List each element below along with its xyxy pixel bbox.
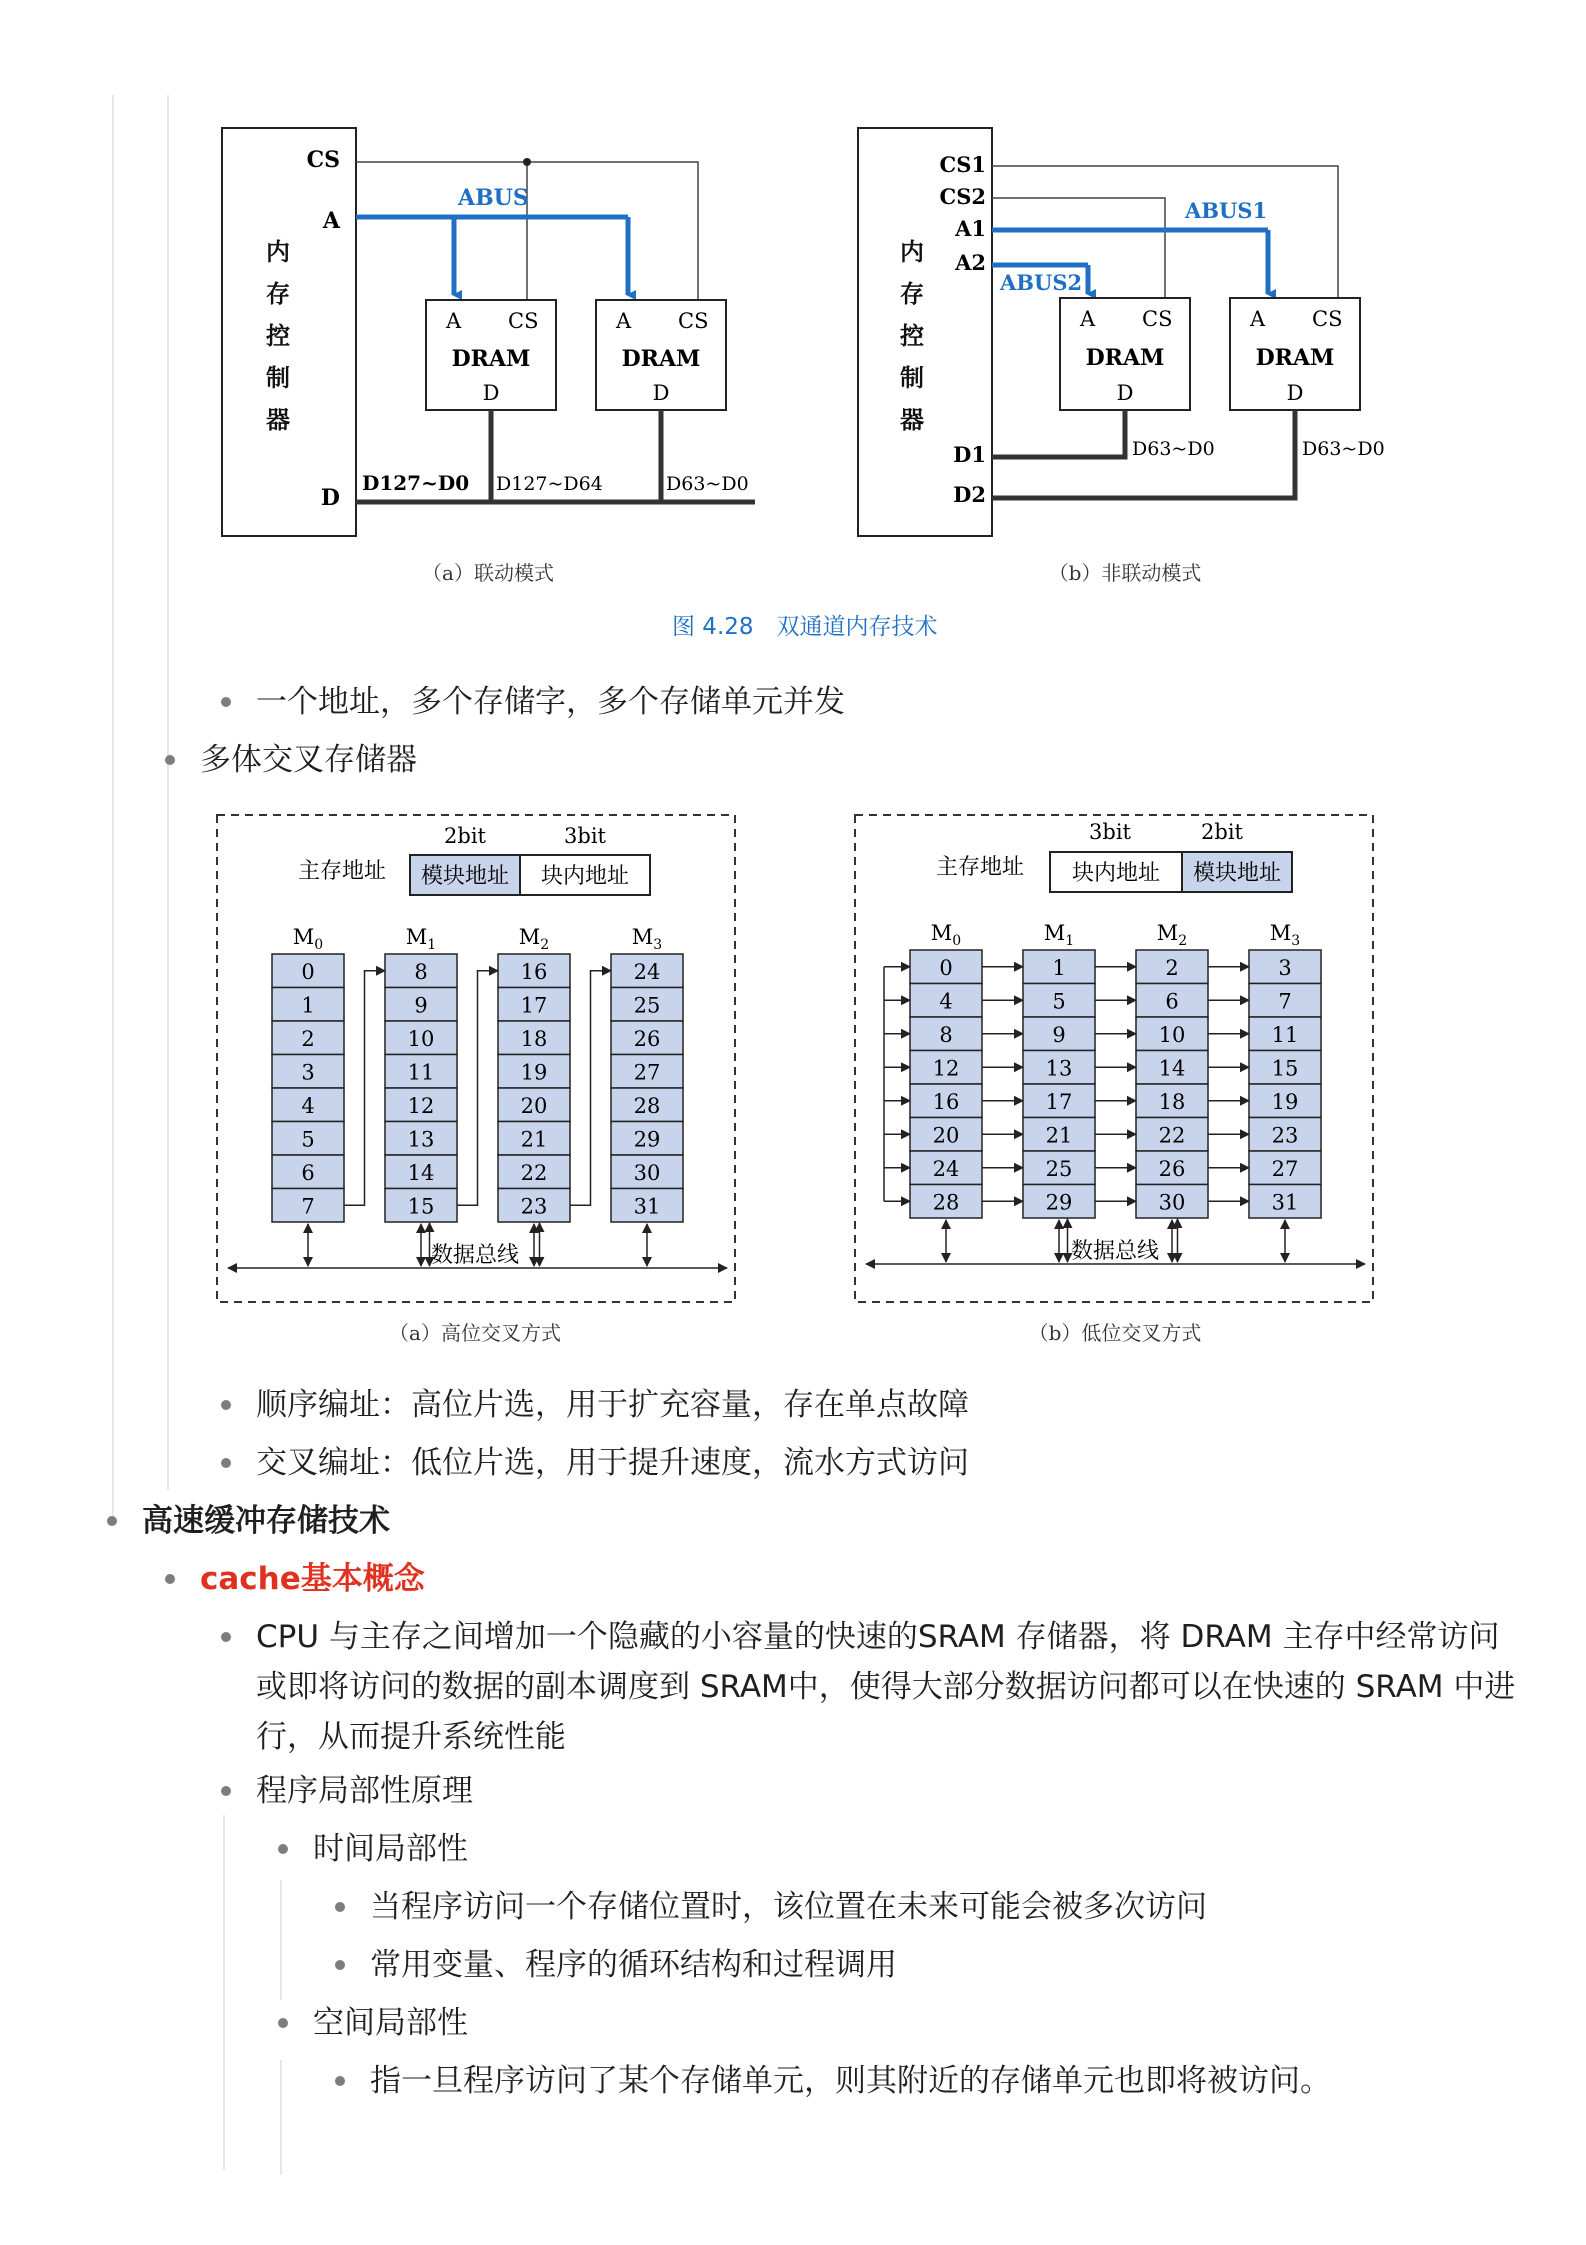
- cell-value: 21: [1045, 1123, 1073, 1148]
- bullet: [221, 697, 231, 707]
- svg-text:ABUS2: ABUS2: [1000, 270, 1083, 295]
- cell-value: 2: [1165, 955, 1179, 980]
- panel-a-linked-mode: [222, 128, 755, 585]
- pin-cs: CS: [306, 147, 340, 173]
- cell-value: 8: [414, 959, 428, 984]
- cell-value: 23: [520, 1194, 548, 1219]
- list-item: 交叉编址：低位片选，用于提升速度，流水方式访问: [256, 1445, 969, 1481]
- svg-text:主存地址: 主存地址: [298, 859, 387, 884]
- module-label: $M_3$: [631, 925, 663, 953]
- svg-text:CS: CS: [678, 309, 709, 333]
- svg-text:2bit: 2bit: [444, 824, 486, 848]
- cell-value: 20: [520, 1093, 548, 1118]
- cell-value: 0: [301, 959, 315, 984]
- cell-value: 28: [633, 1093, 661, 1118]
- cell-value: 3: [1278, 955, 1292, 980]
- cell-value: 26: [633, 1026, 661, 1051]
- cell-value: 30: [633, 1160, 661, 1185]
- cell-value: 29: [633, 1127, 661, 1152]
- bullet: [335, 1960, 345, 1970]
- dual-channel-memory-figure: [200, 110, 1450, 650]
- cell-value: 10: [1158, 1022, 1186, 1047]
- svg-text:数据总线: 数据总线: [430, 1243, 520, 1268]
- module-label: $M_0$: [292, 925, 324, 953]
- cell-value: 20: [932, 1123, 960, 1148]
- svg-text:主存地址: 主存地址: [936, 855, 1025, 880]
- sequence-arrow: [344, 971, 385, 1206]
- cell-value: 4: [301, 1093, 315, 1118]
- abus-label: ABUS: [458, 185, 529, 211]
- cell-value: 25: [633, 993, 661, 1018]
- svg-text:数据总线: 数据总线: [1070, 1239, 1160, 1264]
- cell-value: 9: [1052, 1022, 1066, 1047]
- svg-text:A: A: [1080, 307, 1096, 331]
- cell-value: 30: [1158, 1190, 1186, 1215]
- module-label: $M_0$: [930, 921, 962, 949]
- list-item: 空间局部性: [313, 2005, 468, 2041]
- cell-value: 13: [1045, 1056, 1073, 1081]
- cell-value: 0: [939, 955, 953, 980]
- cell-value: 14: [407, 1160, 435, 1185]
- cell-value: 5: [301, 1127, 315, 1152]
- cell-value: 7: [1278, 989, 1292, 1014]
- cell-value: 23: [1271, 1123, 1299, 1148]
- list-item: 指一旦程序访问了某个存储单元，则其附近的存储单元也即将被访问。: [370, 2063, 1331, 2099]
- svg-text:模块地址: 模块地址: [1192, 861, 1282, 886]
- bullet: [278, 1844, 288, 1854]
- list-item: 顺序编址：高位片选，用于扩充容量，存在单点故障: [256, 1387, 969, 1423]
- module-label: $M_1$: [1043, 921, 1075, 949]
- module-label: $M_2$: [1156, 921, 1188, 949]
- cell-value: 5: [1052, 989, 1066, 1014]
- cell-value: 1: [1052, 955, 1066, 980]
- cell-value: 18: [520, 1026, 548, 1051]
- list-item: 一个地址，多个存储字，多个存储单元并发: [256, 684, 845, 720]
- list-item: 多体交叉存储器: [200, 742, 417, 778]
- svg-text:CS: CS: [1312, 307, 1343, 331]
- cell-value: 1: [301, 993, 315, 1018]
- svg-text:D: D: [1116, 381, 1134, 405]
- pin-d: D: [320, 485, 340, 511]
- data-label-main: D127~D0: [362, 471, 470, 495]
- cell-value: 15: [1271, 1056, 1299, 1081]
- cell-value: 7: [301, 1194, 315, 1219]
- cell-value: 6: [1165, 989, 1179, 1014]
- bullet: [107, 1516, 117, 1526]
- controller-label: 内存控制器: [900, 237, 924, 434]
- cell-value: 17: [520, 993, 548, 1018]
- cell-value: 22: [520, 1160, 548, 1185]
- module-label: $M_2$: [518, 925, 550, 953]
- paragraph: CPU 与主存之间增加一个隐藏的小容量的快速的SRAM 存储器，将 DRAM 主存中经常访问或即将访问的数据的副本调度到 SRAM中，使得大部分数据访问都可以在快速的 SRAM 中进行，从而提升系统性能: [256, 1619, 1516, 1755]
- list-item: 程序局部性原理: [256, 1773, 473, 1809]
- cell-value: 28: [932, 1190, 960, 1215]
- cell-value: 13: [407, 1127, 435, 1152]
- data-label-right: D63~D0: [666, 473, 749, 495]
- panel-a-high-order: [217, 815, 735, 1345]
- panel-b-caption: （b）非联动模式: [1048, 561, 1202, 585]
- svg-text:D2: D2: [953, 482, 986, 507]
- cell-value: 8: [939, 1022, 953, 1047]
- tree-guide-line: [167, 95, 169, 1490]
- pin-a: A: [322, 208, 340, 234]
- cell-value: 24: [932, 1156, 960, 1181]
- svg-text:2bit: 2bit: [1201, 820, 1243, 844]
- bullet: [221, 1400, 231, 1410]
- list-item: 时间局部性: [313, 1831, 468, 1867]
- bullet: [221, 1458, 231, 1468]
- sequence-arrow: [570, 971, 611, 1206]
- bullet: [335, 2076, 345, 2086]
- cell-value: 24: [633, 959, 661, 984]
- panel-a-caption: （a）联动模式: [422, 561, 554, 585]
- tree-guide-line: [223, 1815, 225, 2170]
- cell-value: 19: [520, 1060, 548, 1085]
- bullet: [278, 2018, 288, 2028]
- svg-text:A: A: [1250, 307, 1266, 331]
- subsection-heading: cache基本概念: [200, 1561, 425, 1597]
- cell-value: 11: [407, 1060, 435, 1085]
- cell-value: 27: [633, 1060, 661, 1085]
- svg-text:D1: D1: [953, 442, 986, 467]
- list-item: 当程序访问一个存储位置时，该位置在未来可能会被多次访问: [370, 1889, 1207, 1925]
- cell-value: 4: [939, 989, 953, 1014]
- list-item: 常用变量、程序的循环结构和过程调用: [370, 1947, 897, 1983]
- cell-value: 12: [932, 1056, 960, 1081]
- svg-text:3bit: 3bit: [1089, 820, 1131, 844]
- svg-text:DRAM: DRAM: [1085, 345, 1165, 371]
- svg-text:A1: A1: [955, 216, 986, 241]
- cell-value: 3: [301, 1060, 315, 1085]
- cell-value: 29: [1045, 1190, 1073, 1215]
- cell-value: 12: [407, 1093, 435, 1118]
- svg-text:DRAM: DRAM: [1255, 345, 1335, 371]
- svg-text:（b）低位交叉方式: （b）低位交叉方式: [1028, 1321, 1202, 1345]
- svg-text:DRAM: DRAM: [451, 346, 531, 372]
- bullet: [221, 1786, 231, 1796]
- cell-value: 22: [1158, 1123, 1186, 1148]
- interleaved-memory-figure: [210, 810, 1390, 1355]
- bullet: [221, 1632, 231, 1642]
- svg-text:模块地址: 模块地址: [420, 864, 510, 889]
- cell-value: 31: [1271, 1190, 1299, 1215]
- svg-text:D: D: [482, 381, 500, 405]
- controller-label: 内存控制器: [266, 237, 290, 434]
- cell-value: 31: [633, 1194, 661, 1219]
- cell-value: 15: [407, 1194, 435, 1219]
- data-label-left: D127~D64: [496, 473, 603, 495]
- panel-b-low-order: [855, 815, 1373, 1345]
- svg-text:A2: A2: [955, 250, 986, 275]
- svg-text:D63~D0: D63~D0: [1302, 438, 1385, 460]
- svg-text:CS: CS: [508, 309, 539, 333]
- cell-value: 11: [1271, 1022, 1299, 1047]
- cell-value: 27: [1271, 1156, 1299, 1181]
- cell-value: 10: [407, 1026, 435, 1051]
- svg-text:ABUS1: ABUS1: [1185, 198, 1268, 223]
- cell-value: 6: [301, 1160, 315, 1185]
- cell-value: 18: [1158, 1089, 1186, 1114]
- tree-guide-line: [112, 95, 114, 1520]
- cell-value: 16: [932, 1089, 960, 1114]
- tree-guide-line: [280, 2060, 282, 2175]
- svg-text:3bit: 3bit: [564, 824, 606, 848]
- figure-title: 图 4.28 双通道内存技术: [672, 614, 938, 640]
- svg-text:A: A: [446, 309, 462, 333]
- cell-value: 17: [1045, 1089, 1073, 1114]
- svg-text:DRAM: DRAM: [621, 346, 701, 372]
- cell-value: 16: [520, 959, 548, 984]
- module-label: $M_1$: [405, 925, 437, 953]
- svg-text:CS2: CS2: [939, 184, 986, 209]
- svg-text:D: D: [652, 381, 670, 405]
- cell-value: 21: [520, 1127, 548, 1152]
- tree-guide-line: [280, 1880, 282, 2000]
- sequence-arrow: [457, 971, 498, 1206]
- svg-text:CS: CS: [1142, 307, 1173, 331]
- cell-value: 2: [301, 1026, 315, 1051]
- svg-text:D: D: [1286, 381, 1304, 405]
- cell-value: 9: [414, 993, 428, 1018]
- section-heading: 高速缓冲存储技术: [142, 1503, 390, 1539]
- svg-text:D63~D0: D63~D0: [1132, 438, 1215, 460]
- svg-text:（a）高位交叉方式: （a）高位交叉方式: [389, 1321, 561, 1345]
- bullet: [165, 1574, 175, 1584]
- svg-text:块内地址: 块内地址: [1071, 861, 1161, 886]
- module-label: $M_3$: [1269, 921, 1301, 949]
- bullet: [335, 1902, 345, 1912]
- bullet: [165, 755, 175, 765]
- svg-text:CS1: CS1: [939, 152, 986, 177]
- cell-value: 19: [1271, 1089, 1299, 1114]
- cell-value: 14: [1158, 1056, 1186, 1081]
- svg-text:A: A: [616, 309, 632, 333]
- cell-value: 26: [1158, 1156, 1186, 1181]
- panel-b-non-linked-mode: [858, 128, 1385, 585]
- cell-value: 25: [1045, 1156, 1073, 1181]
- svg-text:块内地址: 块内地址: [540, 864, 630, 889]
